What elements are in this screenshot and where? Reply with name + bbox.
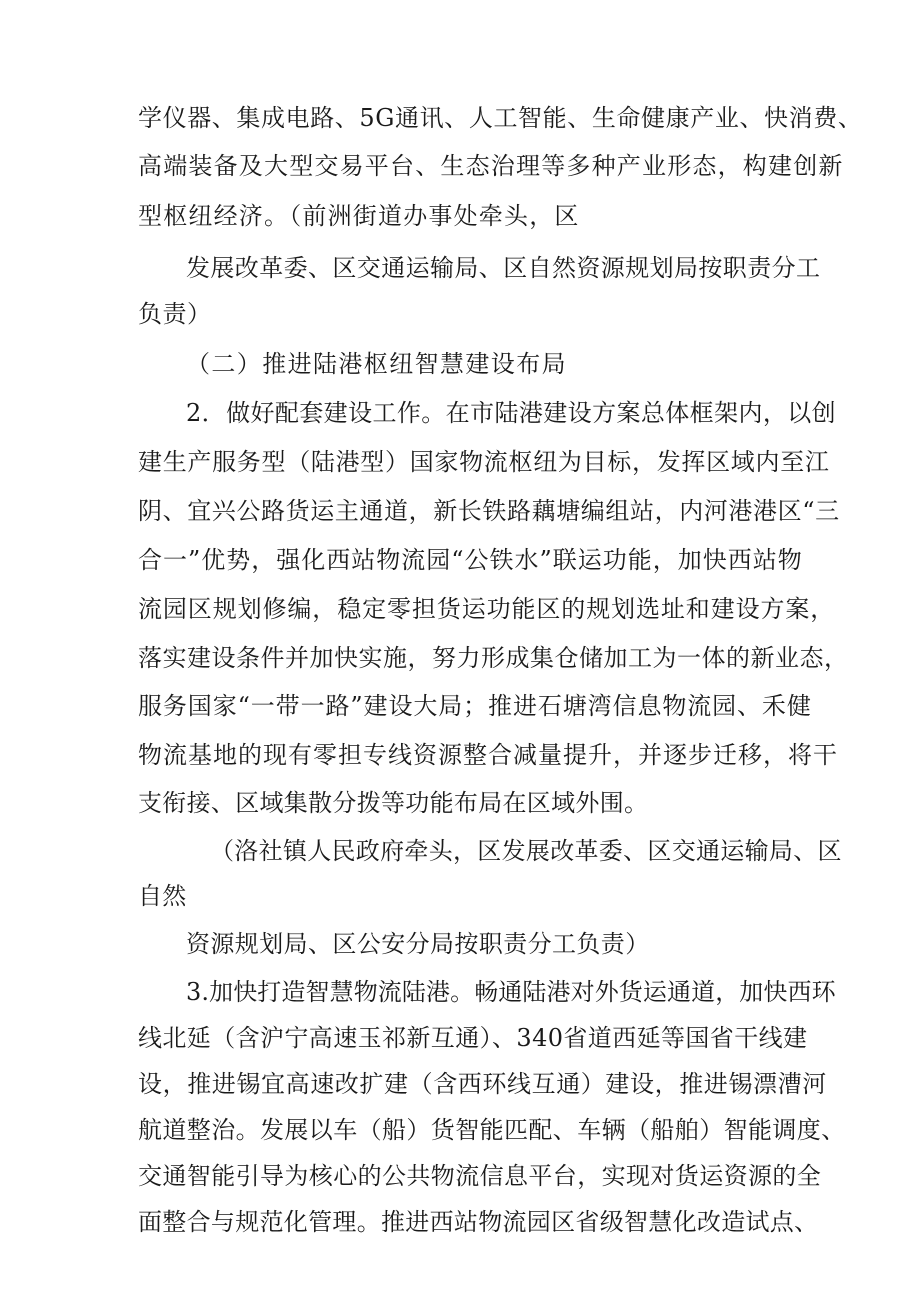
text-line-23: 交通智能引导为核心的公共物流信息平台，实现对货运资源的全 <box>138 1162 822 1190</box>
text-line-12: 落实建设条件并加快实施，努力形成集仓储加工为一体的新业态， <box>138 644 849 672</box>
section-heading: （二）推进陆港枢纽智慧建设布局 <box>186 350 567 378</box>
text-line-19: 3.加快打造智慧物流陆港。畅通陆港对外货运通道，加快西环 <box>186 978 836 1006</box>
text-line-7: 2．做好配套建设工作。在市陆港建设方案总体框架内，以创 <box>186 399 837 427</box>
text-line-22: 航道整治。发展以车（船）货智能匹配、车辆（船舶）智能调度、 <box>138 1116 846 1144</box>
text-line-24: 面整合与规范化管理。推进西站物流园区省级智慧化改造试点、 <box>138 1208 819 1236</box>
text-line-3: 型枢纽经济。（前洲街道办事处牵头，区 <box>138 202 580 230</box>
text-line-11: 流园区规划修编，稳定零担货运功能区的规划选址和建设方案， <box>138 595 836 623</box>
text-line-1: 学仪器、集成电路、5G通讯、人工智能、生命健康产业、快消费、 <box>138 104 863 132</box>
text-line-18: 资源规划局、区公安分局按职责分工负责） <box>186 930 650 958</box>
text-line-5: 负责） <box>138 300 212 328</box>
text-line-16: （洛社镇人民政府牵头，区发展改革委、区交通运输局、区 <box>210 837 842 865</box>
text-line-20: 线北延（含沪宁高速玉祁新互通）、340省道西延等国省干线建 <box>138 1024 808 1052</box>
text-line-15: 支衔接、区域集散分拨等功能布局在区域外围。 <box>138 789 649 817</box>
text-line-17: 自然 <box>138 882 187 910</box>
text-line-9: 阴、宜兴公路货运主通道，新长铁路藕塘编组站，内河港港区“三 <box>138 497 840 525</box>
text-line-14: 物流基地的现有零担专线资源整合减量提升，并逐步迁移，将干 <box>138 741 838 769</box>
text-line-8: 建生产服务型（陆港型）国家物流枢纽为目标，发挥区域内至江 <box>138 448 830 476</box>
text-line-13: 服务国家“一带一路”建设大局；推进石塘湾信息物流园、禾健 <box>138 692 812 720</box>
text-line-10: 合一”优势，强化西站物流园“公铁水”联运功能，加快西站物 <box>138 546 803 574</box>
text-line-2: 高端装备及大型交易平台、生态治理等多种产业形态，构建创新 <box>138 152 844 180</box>
text-line-4: 发展改革委、区交通运输局、区自然资源规划局按职责分工 <box>186 254 821 282</box>
text-line-21: 设，推进锡宜高速改扩建（含西环线互通）建设，推进锡漂漕河 <box>138 1070 827 1098</box>
